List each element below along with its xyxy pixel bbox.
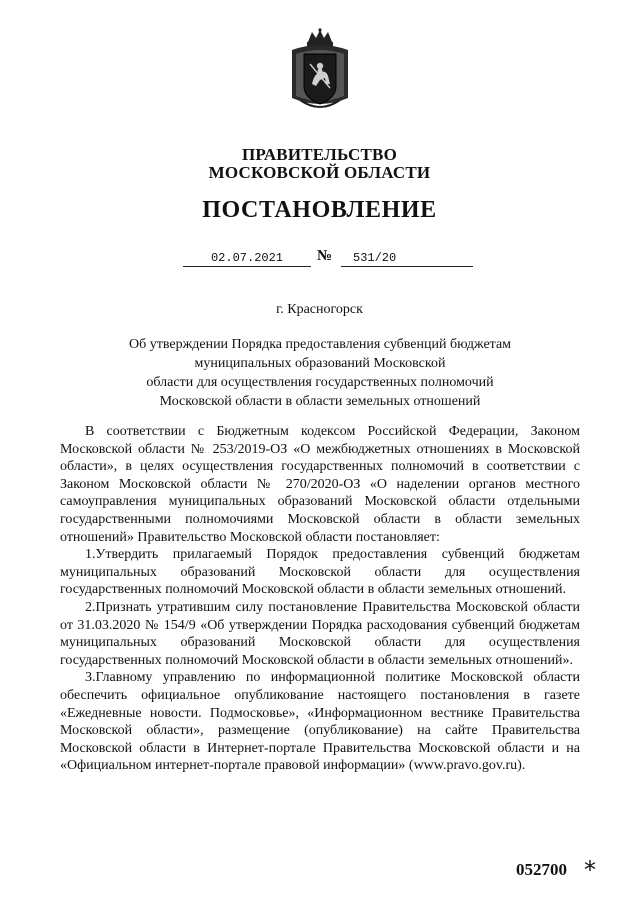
number-sign: № [317,248,333,264]
government-title [0,146,639,182]
body-paragraph-item-3: 3.Главному управлению по информационной политике Московской области обеспечить официальное опубликование настоящего постановления в газете «Ежедневные новости. Подмосковье», «Информационном вестнике Правительства Московской области», размещение (опубликование) на сайте Правительства Московской области в Интернет-портале Правительства Московской области и на «Официальном интернет-портале правовой информации» (www.pravo.gov.ru). [60,670,580,774]
asterisk-mark: * [584,856,596,884]
decree-date: 02.07.2021 [183,251,311,267]
document-type-title: ПОСТАНОВЛЕНИЕ [202,197,437,223]
serial-number: 052700 [516,860,567,879]
subject-line: Московской области в области земельных отношений [159,394,481,409]
decree-subject [90,335,550,411]
government-title-line1: ПРАВИТЕЛЬСТВО [242,145,397,164]
subject-line: области для осуществления государственных полномочий [146,375,494,390]
subject-line: Об утверждении Порядка предоставления субвенций бюджетам [128,337,512,352]
city-line: г. Красногорск [276,302,363,317]
decree-number: 531/20 [341,251,473,267]
coat-of-arms-icon [290,28,350,112]
body-paragraph-item-2: 2.Признать утратившим силу постановление Правительства Московской области от 31.03.2020 № 154/9 «Об утверждении Порядка расходования субвенций бюджетам муниципальных образований Московской области для осуществления государственных полномочий Московской области в области земельных отношений». [60,599,580,668]
government-title-line2: МОСКОВСКОЙ ОБЛАСТИ [208,163,431,182]
subject-line: муниципальных образований Московской [194,356,446,371]
decree-body [60,423,580,775]
body-paragraph-preamble: В соответствии с Бюджетным кодексом Российской Федерации, Законом Московской области № 253/2019-ОЗ «О межбюджетных отношениях в Московской области», в целях осуществления государственных полномочий в соответствии с Законом Московской области № 270/2020-ОЗ «О наделении органов местного самоуправления муниципальных образований Московской области отдельными государственными полномочиями Московской области в области земельных отношений» Правительство Московской области постановляет: [60,424,580,545]
body-paragraph-item-1: 1.Утвердить прилагаемый Порядок предоставления субвенций бюджетам муниципальных образований Московской области для осуществления государственных полномочий Московской области в области земельных отношений. [60,547,580,598]
registration-line [183,248,473,273]
